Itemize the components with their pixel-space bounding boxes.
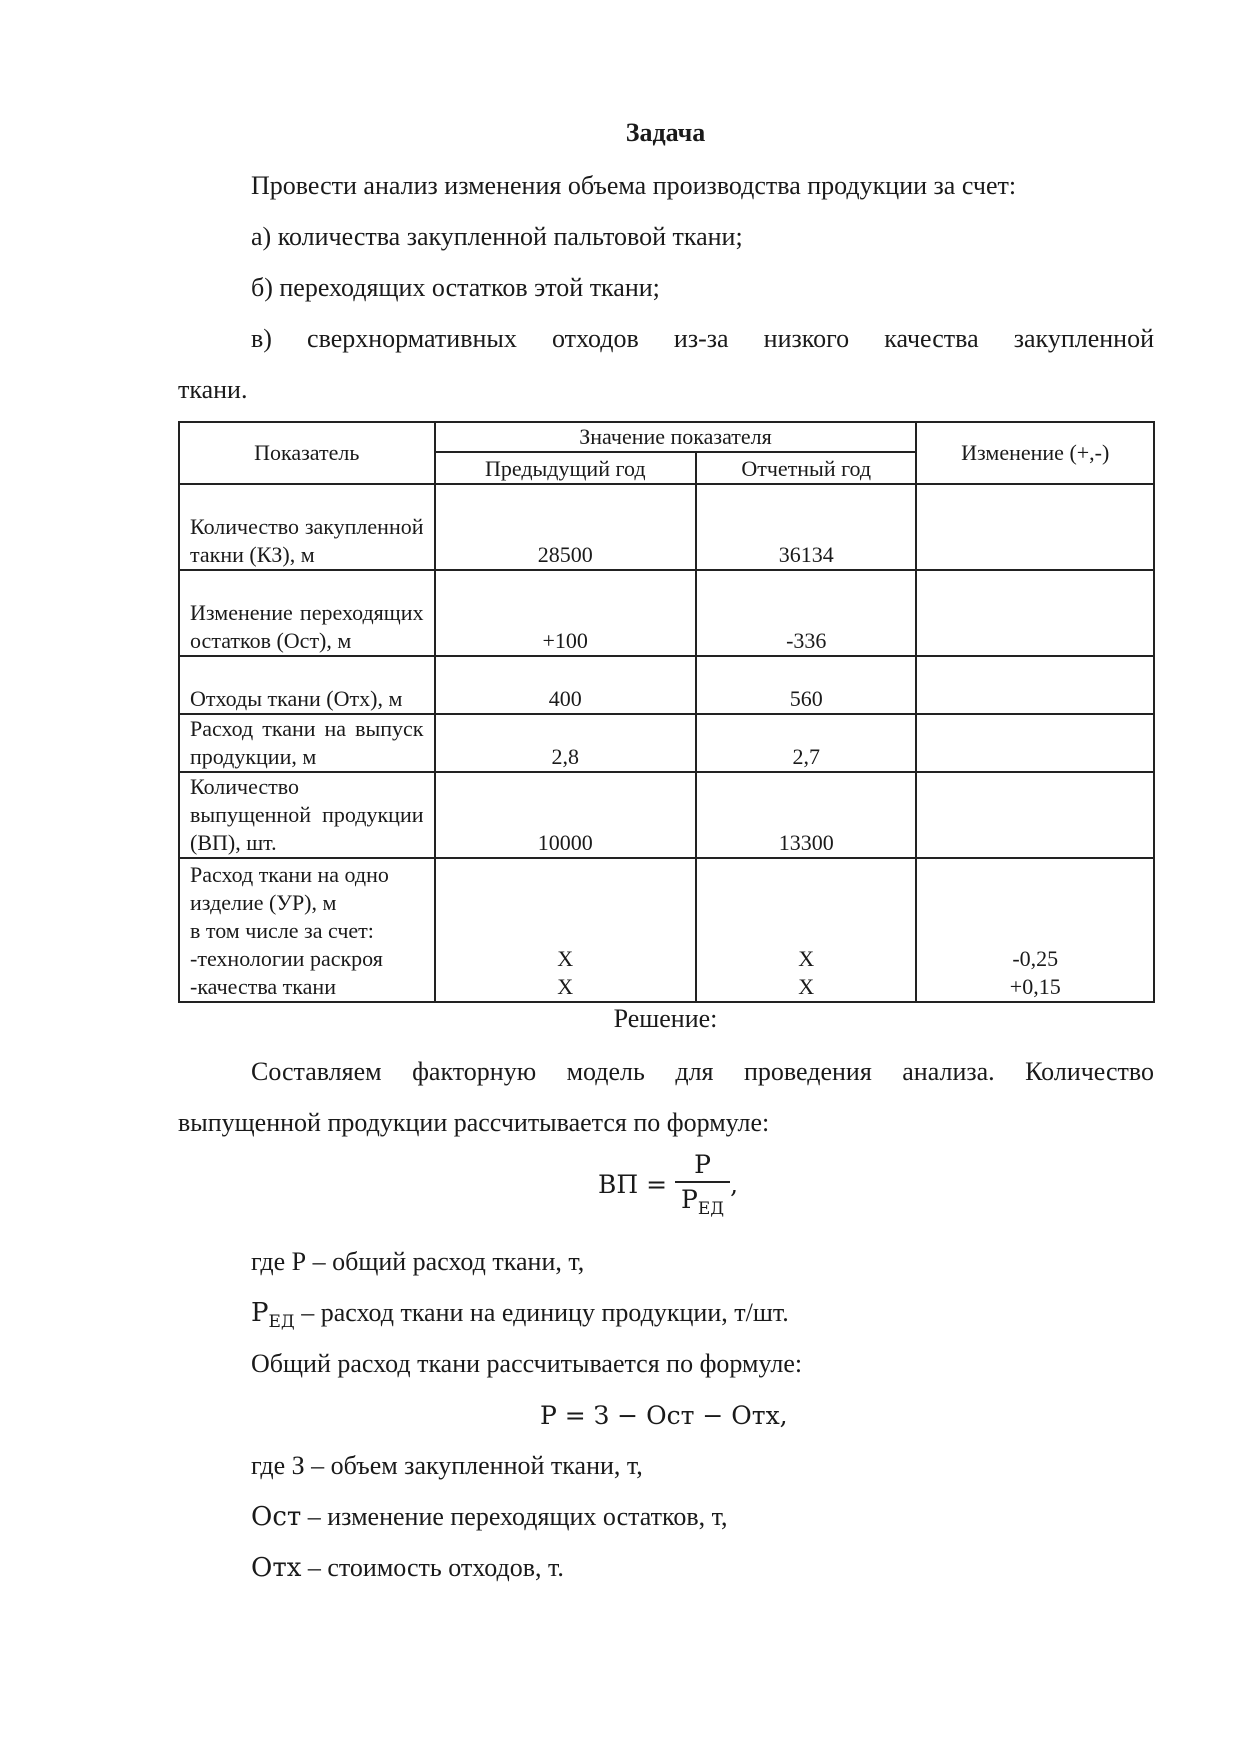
row-prev: 400 xyxy=(435,656,696,714)
ost-line xyxy=(251,1491,1154,1543)
den-symbol: Р xyxy=(681,1185,698,1214)
task-item-b: б) переходящих остатков этой ткани; xyxy=(251,273,660,302)
task-item-a: а) количества закупленной пальтовой ткани; xyxy=(251,222,743,251)
task-item-c-cont: ткани. xyxy=(178,375,248,404)
row-label xyxy=(179,858,435,1002)
value-line: +0,15 xyxy=(1009,974,1061,999)
row-prev: 2,8 xyxy=(435,714,696,772)
value-line: X xyxy=(557,946,574,971)
row-curr: 36134 xyxy=(696,484,917,570)
row-change xyxy=(916,858,1154,1002)
ost-symbol: Ост xyxy=(251,1502,302,1532)
label-line: изделие (УР), м xyxy=(190,890,337,915)
header-prev-year: Предыдущий год xyxy=(435,452,696,484)
den-subscript: ЕД xyxy=(697,1199,725,1219)
ped-symbol: Р xyxy=(251,1298,269,1328)
solution-text-line-2: выпущенной продукции рассчитывается по формуле: xyxy=(178,1108,770,1137)
value-line: -0,25 xyxy=(1012,946,1059,971)
header-value-group: Значение показателя xyxy=(435,422,917,452)
row-prev: 28500 xyxy=(435,484,696,570)
ost-text: – изменение переходящих остатков, т, xyxy=(301,1502,728,1531)
row-change xyxy=(916,772,1154,858)
row-change xyxy=(916,484,1154,570)
value-line: X xyxy=(798,974,815,999)
otx-text: – стоимость отходов, т. xyxy=(301,1553,564,1582)
header-curr-year: Отчетный год xyxy=(696,452,917,484)
task-intro: Провести анализ изменения объема производства продукции за счет: xyxy=(251,171,1017,200)
formula-vp-numerator: Р xyxy=(675,1150,730,1183)
row-label: Расход ткани на выпуск продукции, м xyxy=(179,714,435,772)
label-line: в том числе за счет: xyxy=(190,918,374,943)
table-row xyxy=(179,656,1154,714)
row-curr: 560 xyxy=(696,656,917,714)
formula-vp-lhs: ВП = xyxy=(598,1170,668,1199)
header-indicator: Показатель xyxy=(179,422,435,484)
row-change xyxy=(916,570,1154,656)
solution-heading: Решение: xyxy=(613,1004,718,1033)
row-change xyxy=(916,714,1154,772)
row-curr: 2,7 xyxy=(696,714,917,772)
row-label: Отходы ткани (Отх), м xyxy=(179,656,435,714)
formula-p: Р = З − Ост − Отх, xyxy=(540,1401,788,1430)
label-line: -качества ткани xyxy=(190,974,336,999)
formula-vp-denominator xyxy=(675,1183,730,1219)
row-change xyxy=(916,656,1154,714)
row-prev xyxy=(435,858,696,1002)
task-item-c: в) сверхнормативных отходов из-за низкого качества закупленной xyxy=(251,324,1154,353)
row-curr: 13300 xyxy=(696,772,917,858)
where-z-line: где З – объем закупленной ткани, т, xyxy=(251,1451,643,1480)
row-prev: 10000 xyxy=(435,772,696,858)
table-row xyxy=(179,484,1154,570)
header-change: Изменение (+,-) xyxy=(916,422,1154,484)
table-row xyxy=(179,772,1154,858)
label-line: -технологии раскроя xyxy=(190,946,383,971)
table-row xyxy=(179,714,1154,772)
formula-vp-fraction xyxy=(675,1150,730,1219)
row-curr xyxy=(696,858,917,1002)
value-line: X xyxy=(557,974,574,999)
ped-text: – расход ткани на единицу продукции, т/шт. xyxy=(294,1298,789,1327)
table-row xyxy=(179,570,1154,656)
total-text-line: Общий расход ткани рассчитывается по формуле: xyxy=(251,1349,803,1378)
table-row xyxy=(179,858,1154,1002)
row-label: Количество выпущенной продукции (ВП), шт. xyxy=(179,772,435,858)
row-prev: +100 xyxy=(435,570,696,656)
row-label: Количество закупленной такни (КЗ), м xyxy=(179,484,435,570)
where-p-line: где Р – общий расход ткани, т, xyxy=(251,1247,585,1276)
value-line: X xyxy=(798,946,815,971)
row-label: Изменение переходящих остатков (Ост), м xyxy=(179,570,435,656)
otx-line xyxy=(251,1542,1154,1594)
solution-text-line-1: Составляем факторную модель для проведения анализа. Количество xyxy=(251,1057,1154,1086)
row-curr: -336 xyxy=(696,570,917,656)
ped-subscript: ЕД xyxy=(268,1312,295,1333)
otx-symbol: Отх xyxy=(251,1553,302,1583)
formula-vp xyxy=(598,1150,738,1219)
formula-vp-suffix: , xyxy=(730,1170,739,1199)
data-table xyxy=(178,421,1155,1003)
label-line: Расход ткани на одно xyxy=(190,862,389,887)
page-title: Задача xyxy=(625,118,706,147)
